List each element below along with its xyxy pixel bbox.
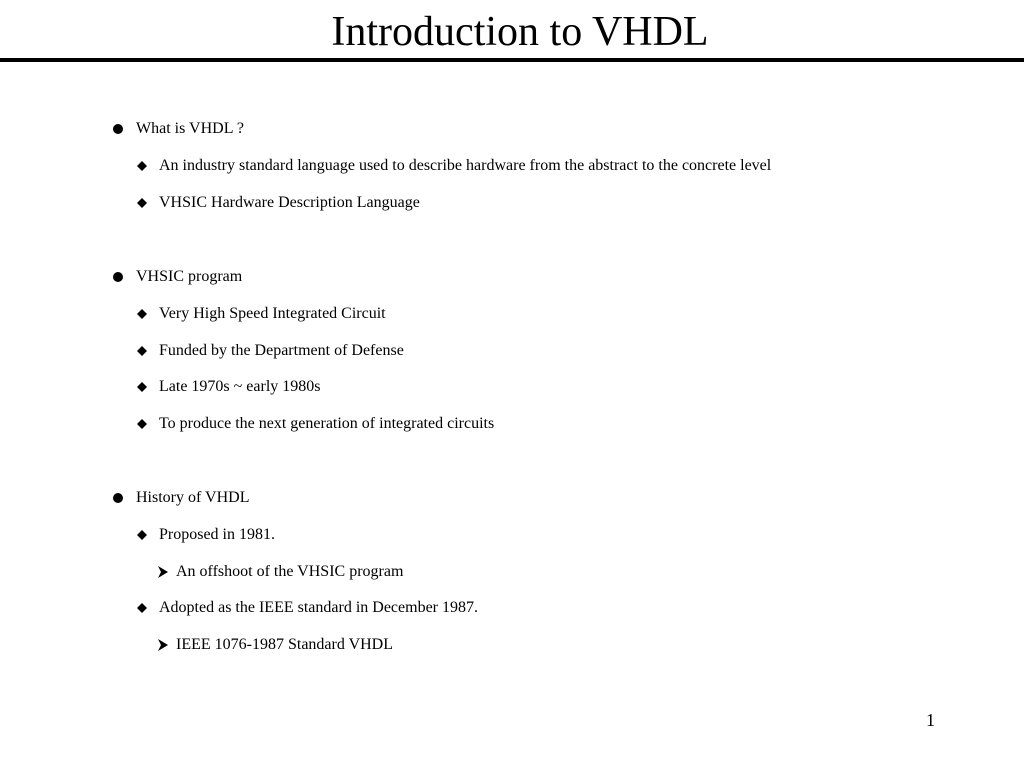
section-heading	[136, 119, 244, 139]
bullet-dot-icon	[113, 124, 123, 134]
list-item-text: Proposed in 1981.	[159, 526, 275, 543]
slide-title: Introduction to VHDL	[331, 9, 709, 55]
title-divider	[0, 58, 1024, 62]
list-item	[159, 598, 478, 618]
diamond-bullet-icon	[137, 603, 147, 613]
arrowhead-bullet-icon	[157, 639, 169, 651]
list-item-text: To produce the next generation of integrated circuits	[159, 415, 495, 432]
diamond-bullet-icon	[137, 419, 147, 429]
section-heading-text: VHSIC program	[136, 268, 243, 285]
list-item	[159, 414, 494, 434]
list-item	[159, 304, 386, 324]
section-heading-text: History of VHDL	[136, 489, 250, 506]
section-heading	[136, 267, 242, 287]
diamond-bullet-icon	[137, 530, 147, 540]
sub-list-item-text: IEEE 1076-1987 Standard VHDL	[176, 636, 393, 653]
sub-list-item	[176, 562, 403, 582]
sub-list-item	[176, 635, 393, 655]
diamond-bullet-icon	[137, 346, 147, 356]
list-item	[159, 156, 771, 176]
list-item	[159, 193, 420, 213]
bullet-dot-icon	[113, 493, 123, 503]
list-item-text: VHSIC Hardware Description Language	[159, 194, 420, 211]
bullet-dot-icon	[113, 272, 123, 282]
list-item	[159, 377, 321, 397]
list-item	[159, 525, 275, 545]
section-heading	[136, 488, 249, 508]
list-item-text: Very High Speed Integrated Circuit	[159, 305, 386, 322]
diamond-bullet-icon	[137, 161, 147, 171]
list-item-text: Adopted as the IEEE standard in December 1987.	[159, 599, 479, 616]
list-item-text: Funded by the Department of Defense	[159, 342, 404, 359]
page-number: 1	[926, 710, 935, 730]
list-item-text: Late 1970s ~ early 1980s	[159, 378, 321, 395]
diamond-bullet-icon	[137, 309, 147, 319]
list-item	[159, 341, 404, 361]
sub-list-item-text: An offshoot of the VHSIC program	[176, 563, 404, 580]
list-item-text: An industry standard language used to describe hardware from the abstract to the concrete level	[159, 157, 772, 174]
diamond-bullet-icon	[137, 198, 147, 208]
arrowhead-bullet-icon	[157, 566, 169, 578]
section-heading-text: What is VHDL ?	[136, 120, 244, 137]
diamond-bullet-icon	[137, 382, 147, 392]
